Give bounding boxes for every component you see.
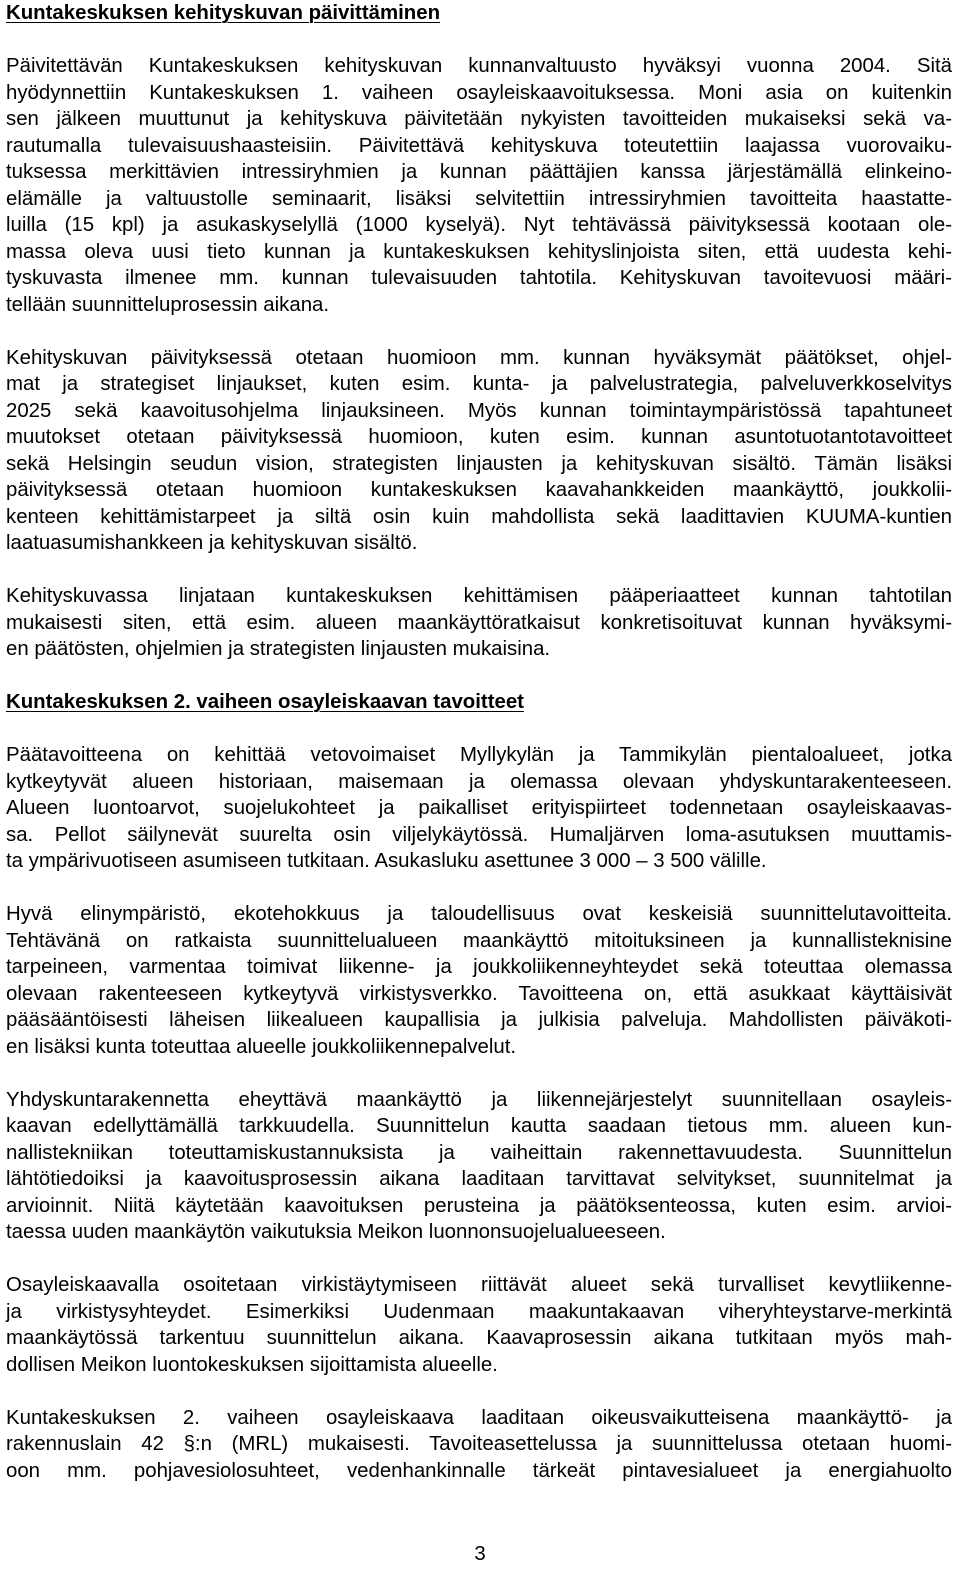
- section-heading-tavoitteet: Kuntakeskuksen 2. vaiheen osayleiskaavan tavoitteet: [6, 691, 524, 713]
- paragraph-line: mat ja strategiset linjaukset, kuten esim. kunta- ja palvelustrategia, palveluverkkoselvitys: [6, 373, 952, 395]
- paragraph-line: Kuntakeskuksen 2. vaiheen osayleiskaava laaditaan oikeusvaikutteisena maankäyttö- ja: [6, 1406, 952, 1429]
- paragraph-line: taessa uuden maankäytön vaikutuksia Meikon luonnonsuojelualueeseen.: [6, 1221, 666, 1243]
- paragraph-line: tellään suunnitteluprosessin aikana.: [6, 293, 330, 316]
- paragraph-line: ta ympärivuotiseen asumiseen tutkitaan. Asukasluku asettunee 3 000 – 3 500 välille.: [6, 850, 767, 872]
- paragraph-8: [6, 1405, 952, 1485]
- paragraph-line: lähtötiedoiksi ja kaavoitusprosessin aikana laaditaan tarvittavat selvitykset, suunnitelmat ja: [6, 1168, 952, 1190]
- paragraph-line: pääsääntöisesti läheisen liikealueen kaupallisia ja julkisia palveluja. Mahdollisten päiväkoti-: [6, 1009, 952, 1031]
- paragraph-7: [6, 1272, 952, 1378]
- paragraph-line: sa. Pellot säilynevät suurelta osin viljelykäytössä. Humaljärven loma-asutuksen muuttamis-: [6, 823, 952, 846]
- paragraph-line: elämälle ja valtuustolle seminaarit, lisäksi selvitettiin intressiryhmien tavoitteita haastatte-: [6, 187, 952, 210]
- paragraph-line: ja virkistysyhteydet. Esimerkiksi Uudenmaan maakuntakaavan viheryhteystarve-merkintä: [6, 1300, 952, 1323]
- paragraph-line: kenteen kehittämistarpeet ja siltä osin kuin mahdollista sekä laadittavien KUUMA-kuntien: [6, 505, 952, 528]
- paragraph-4: [6, 742, 952, 875]
- paragraph-line: oon mm. pohjavesiolosuhteet, vedenhankinnalle tärkeät pintavesialueet ja energiahuolto: [6, 1459, 952, 1482]
- paragraph-line: 2025 sekä kaavoitusohjelma linjauksineen. Myös kunnan toimintaympäristössä tapahtuneet: [6, 399, 952, 422]
- paragraph-line: Alueen luontoarvot, suojelukohteet ja paikalliset erityispiirteet todennetaan osayleiskaavas-: [6, 797, 952, 819]
- paragraph-line: tyskuvasta ilmenee mm. kunnan tulevaisuuden tahtotila. Kehityskuvan tavoitevuosi määri-: [6, 267, 952, 289]
- paragraph-line: rakennuslain 42 §:n (MRL) mukaisesti. Tavoiteasettelussa ja suunnittelussa otetaan huomi-: [6, 1433, 952, 1455]
- paragraph-line: Yhdyskuntarakennetta eheyttävä maankäyttö ja liikennejärjestelyt suunnitellaan osayleis-: [6, 1088, 952, 1111]
- paragraph-line: en päätösten, ohjelmien ja strategisten linjausten mukaisina.: [6, 638, 551, 660]
- paragraph-line: Osayleiskaavalla osoitetaan virkistäytymiseen riittävät alueet sekä turvalliset kevytliikenne-: [6, 1274, 952, 1296]
- section-heading-kehityskuva: Kuntakeskuksen kehityskuvan päivittäminen: [6, 2, 441, 24]
- paragraph-2: [6, 345, 952, 557]
- paragraph-line: tuksessa merkittävien intressiryhmien ja kunnan päättäjien kanssa järjestämällä elinkeino-: [6, 161, 952, 183]
- paragraph-line: päivityksessä otetaan huomioon kuntakeskuksen kaavahankkeiden maankäyttö, joukkolii-: [6, 479, 952, 501]
- paragraph-line: olevaan rakenteeseen kytkeytyvä virkistysverkko. Tavoitteena on, että asukkaat käyttäisivät: [6, 982, 952, 1005]
- paragraph-line: maankäytössä tarkentuu suunnittelun aikana. Kaavaprosessin aikana tutkitaan myös mah-: [6, 1327, 952, 1349]
- page-number: 3: [474, 1543, 486, 1565]
- paragraph-line: tarpeineen, varmentaa toimivat liikenne- ja joukkoliikenneyhteydet sekä toteuttaa olemassa: [6, 956, 952, 978]
- paragraph-line: massa oleva uusi tieto kunnan ja kuntakeskuksen kehityslinjoista siten, että uudesta kehi-: [6, 240, 952, 263]
- paragraph-line: sen jälkeen muuttunut ja kehityskuva päivitetään nykyisten tavoitteiden mukaiseksi sekä va-: [6, 108, 952, 130]
- paragraph-6: [6, 1087, 952, 1246]
- document-page: [6, 0, 952, 1484]
- paragraph-line: sekä Helsingin seudun vision, strategisten linjausten ja kehityskuvan sisältö. Tämän lisäksi: [6, 452, 952, 475]
- paragraph-line: kaavan edellyttämällä tarkkuudella. Suunnittelun kautta saadaan tietous mm. alueen kun-: [6, 1115, 952, 1137]
- paragraph-line: nallistekniikan toteuttamiskustannuksista ja vaiheittain rakennettavuudesta. Suunnittelun: [6, 1141, 952, 1164]
- paragraph-line: arvioinnit. Niitä käytetään kaavoituksen perusteina ja päätöksenteossa, kuten esim. arvioi-: [6, 1194, 952, 1217]
- paragraph-1: [6, 53, 952, 318]
- paragraph-line: laatuasumishankkeen ja kehityskuvan sisältö.: [6, 532, 418, 554]
- paragraph-line: Kehityskuvassa linjataan kuntakeskuksen kehittämisen pääperiaatteet kunnan tahtotilan: [6, 585, 952, 607]
- paragraph-line: Päätavoitteena on kehittää vetovoimaiset Myllykylän ja Tammikylän pientaloalueet, jotka: [6, 744, 952, 766]
- paragraph-line: rautumalla tulevaisuushaasteisiin. Päivitettävä kehityskuva toteutettiin laajassa vuorovaiku-: [6, 134, 952, 157]
- paragraph-line: en lisäksi kunta toteuttaa alueelle joukkoliikennepalvelut.: [6, 1035, 517, 1058]
- paragraph-line: Hyvä elinympäristö, ekotehokkuus ja taloudellisuus ovat keskeisiä suunnittelutavoitteita.: [6, 903, 952, 925]
- paragraph-line: mukaisesti siten, että esim. alueen maankäyttöratkaisut konkretisoituvat kunnan hyväksymi-: [6, 611, 952, 634]
- paragraph-line: Kehityskuvan päivityksessä otetaan huomioon mm. kunnan hyväksymät päätökset, ohjel-: [6, 346, 952, 369]
- paragraph-line: muutokset otetaan päivityksessä huomioon, kuten esim. kunnan asuntotuotantotavoitteet: [6, 426, 952, 448]
- paragraph-line: Päivitettävän Kuntakeskuksen kehityskuvan kunnanvaltuusto hyväksyi vuonna 2004. Sitä: [6, 55, 952, 77]
- paragraph-3: [6, 583, 952, 663]
- paragraph-line: dollisen Meikon luontokeskuksen sijoittamista alueelle.: [6, 1353, 498, 1376]
- paragraph-line: Tehtävänä on ratkaista suunnittelualueen maankäyttö mitoituksineen ja kunnallisteknisine: [6, 929, 952, 952]
- paragraph-line: hyödynnettiin Kuntakeskuksen 1. vaiheen osayleiskaavoituksessa. Moni asia on kuitenkin: [6, 81, 952, 104]
- paragraph-5: [6, 901, 952, 1060]
- paragraph-line: luilla (15 kpl) ja asukaskyselyllä (1000 kyselyä). Nyt tehtävässä päivityksessä kootaan ole-: [6, 214, 952, 236]
- paragraph-line: kytkeytyvät alueen historiaan, maisemaan ja olemassa olevaan yhdyskuntarakenteeseen.: [6, 770, 952, 793]
